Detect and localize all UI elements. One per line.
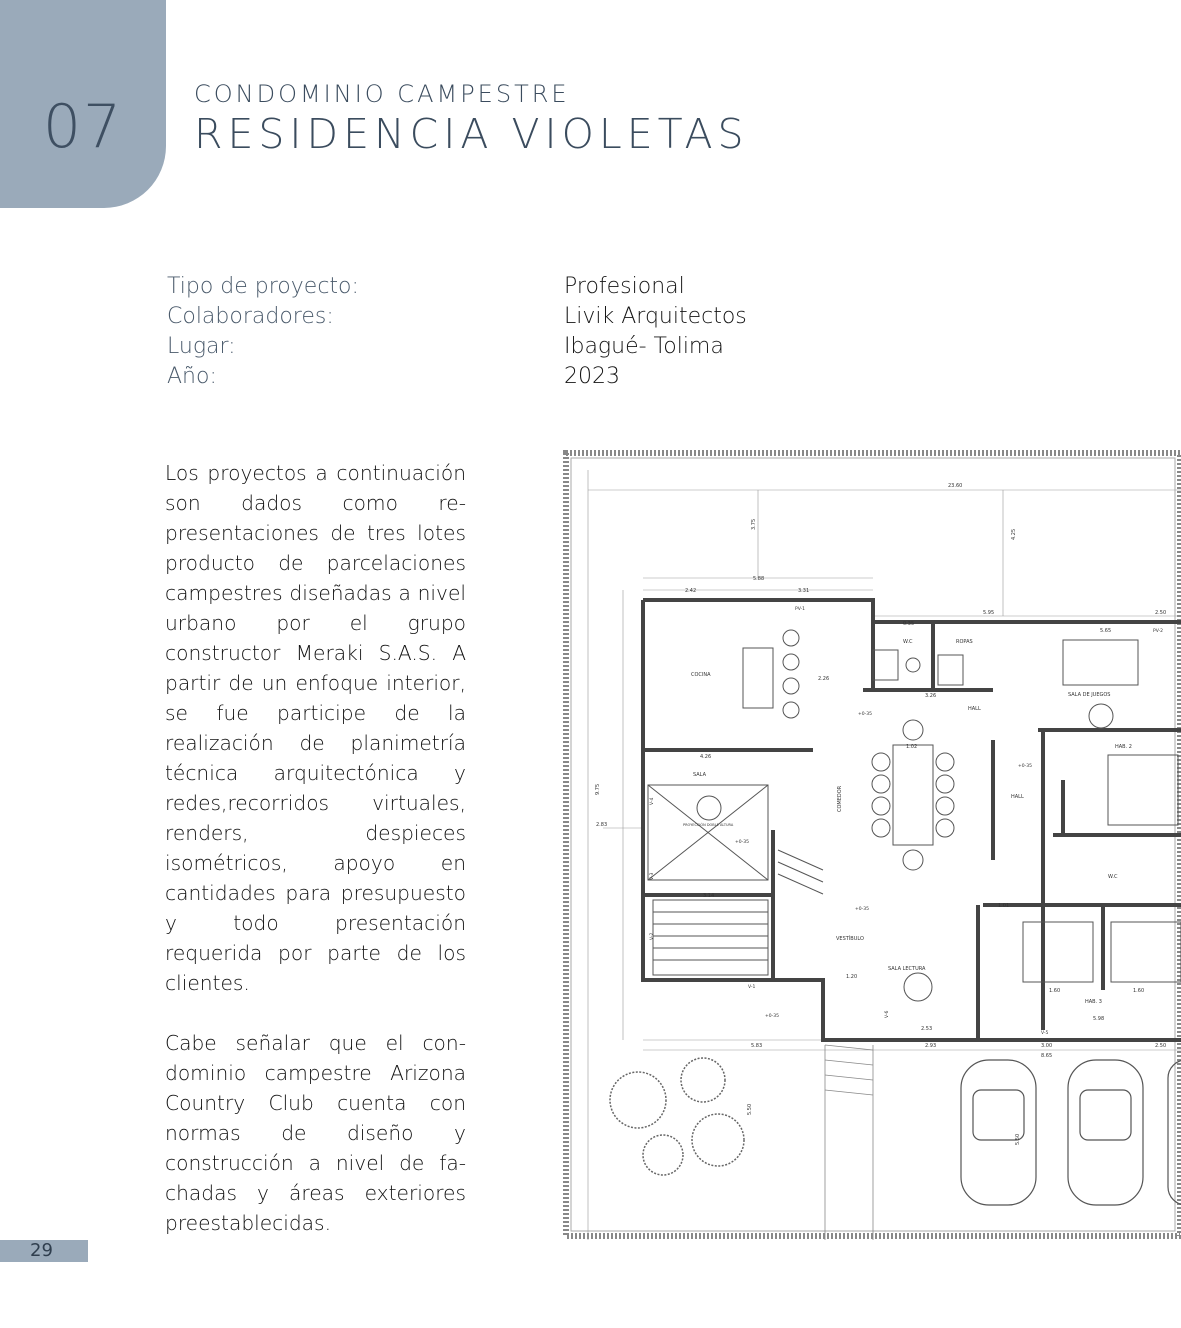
dimension: 2.50 bbox=[1155, 610, 1167, 616]
dimension: 1.01 bbox=[998, 903, 1010, 909]
dimension: 2.53 bbox=[921, 1026, 933, 1032]
room-label: VESTÍBULO bbox=[836, 936, 864, 942]
dimension: 3.14 bbox=[703, 893, 715, 899]
room-label: HAB. 3 bbox=[1085, 999, 1102, 1005]
dimension: 2.93 bbox=[925, 1043, 937, 1049]
room-label: HAB. 2 bbox=[1115, 744, 1132, 750]
dimension-lines bbox=[588, 470, 1181, 1240]
ramp-hatch bbox=[825, 1045, 873, 1240]
dimension: 23.60 bbox=[948, 483, 963, 489]
dimension: 2.50 bbox=[1155, 1043, 1167, 1049]
value-lugar: Ibagué- Tolima bbox=[564, 334, 724, 359]
dimension: 1.60 bbox=[1133, 988, 1145, 994]
label-tipo: Tipo de proyecto: bbox=[167, 274, 359, 299]
dimension: 4.26 bbox=[700, 754, 712, 760]
label-ano: Año: bbox=[167, 364, 217, 389]
room-label: SALA DE JUEGOS bbox=[1068, 692, 1111, 698]
dimension: 5.88 bbox=[753, 576, 765, 582]
room-label: ROPAS bbox=[956, 639, 973, 645]
dimension: 2.83 bbox=[596, 822, 608, 828]
room-label: W.C bbox=[903, 639, 913, 645]
dimension: 3.31 bbox=[798, 588, 810, 594]
room-label: PROYECCIÓN DOBLE ALTURA bbox=[683, 823, 734, 827]
project-info-values bbox=[564, 272, 747, 392]
window-tag: PV-1 bbox=[795, 607, 806, 612]
window-tag: V-6 bbox=[885, 1010, 890, 1018]
level-mark: +0-35 bbox=[735, 840, 749, 845]
dimension: 5.65 bbox=[1100, 628, 1112, 634]
description-paragraph-2: Cabe señalar que el condominio campestre Arizona Country Club cuenta con normas de diseño y construcción a nivel de fachadas y áreas exteriores preestablecidas. bbox=[165, 1031, 466, 1235]
label-colaboradores: Colaboradores: bbox=[167, 304, 334, 329]
room-label: SALA bbox=[693, 772, 707, 778]
room-label: W.C bbox=[1108, 874, 1118, 880]
project-info-labels bbox=[167, 272, 359, 392]
window-tag: V-3 bbox=[650, 872, 655, 880]
page-number: 29 bbox=[30, 1240, 53, 1261]
room-label: COMEDOR bbox=[837, 785, 843, 812]
value-colaboradores: Livik Arquitectos bbox=[564, 304, 747, 329]
dimension: 0.35 bbox=[903, 621, 915, 627]
trees bbox=[610, 1058, 744, 1175]
level-mark: +0-35 bbox=[1018, 764, 1032, 769]
floor-plan bbox=[563, 450, 1181, 1240]
dimension: 4.25 bbox=[1011, 528, 1017, 540]
room-label: HALL bbox=[1011, 794, 1024, 800]
window-tag: V-1 bbox=[748, 985, 756, 990]
description-paragraph-1: Los proyectos a continuación son dados como representaciones de tres lotes producto de parcelaciones campestres diseñadas a nivel urbano por el grupo constructor Meraki S.A.S. A partir de un enfoque interior, se fue participe de la realización de planimetría técnica arquitectónica y redes,recorridos virtuales, renders, despieces isométricos, apoyo en cantidades para presupuesto y todo presentación requerida por parte de los clientes. bbox=[165, 461, 466, 995]
project-title: RESIDENCIA VIOLETAS bbox=[194, 110, 749, 158]
dimension: 2.42 bbox=[685, 588, 697, 594]
dimension: 3.75 bbox=[751, 518, 757, 530]
dimension: 2.26 bbox=[818, 676, 830, 682]
chapter-number: 07 bbox=[42, 92, 124, 162]
level-marks bbox=[735, 711, 1032, 1019]
dimension: 8.65 bbox=[1041, 1053, 1053, 1059]
level-mark: +0-35 bbox=[858, 712, 872, 717]
dimension: 5.50 bbox=[747, 1103, 753, 1115]
window-tag: PV-2 bbox=[1153, 629, 1164, 634]
dimension: 1.02 bbox=[906, 744, 918, 750]
dimension: 3.00 bbox=[1041, 1043, 1053, 1049]
project-subtitle: CONDOMINIO CAMPESTRE bbox=[194, 80, 570, 108]
room-label: HALL bbox=[968, 706, 981, 712]
dimension: 5.83 bbox=[751, 1043, 763, 1049]
window-tag: V-2 bbox=[650, 932, 655, 940]
dimension: 5.95 bbox=[983, 610, 995, 616]
value-tipo: Profesional bbox=[564, 274, 685, 299]
dimension-texts bbox=[595, 483, 1166, 1145]
dimension: 5.98 bbox=[1093, 1016, 1105, 1022]
dimension: 1.60 bbox=[1049, 988, 1061, 994]
dimension: 9.75 bbox=[595, 783, 601, 795]
label-lugar: Lugar: bbox=[167, 334, 236, 359]
value-ano: 2023 bbox=[564, 364, 620, 389]
room-label: SALA LECTURA bbox=[888, 966, 926, 972]
level-mark: +0-35 bbox=[855, 907, 869, 912]
room-label: COCINA bbox=[691, 672, 711, 678]
dimension: 1.20 bbox=[846, 974, 858, 980]
level-mark: +0-35 bbox=[765, 1014, 779, 1019]
parked-cars bbox=[961, 1060, 1181, 1205]
window-tag: V-5 bbox=[1041, 1031, 1049, 1036]
window-tag: V-4 bbox=[650, 797, 655, 805]
dimension: 5.50 bbox=[1015, 1133, 1021, 1145]
dimension: 3.26 bbox=[925, 693, 937, 699]
